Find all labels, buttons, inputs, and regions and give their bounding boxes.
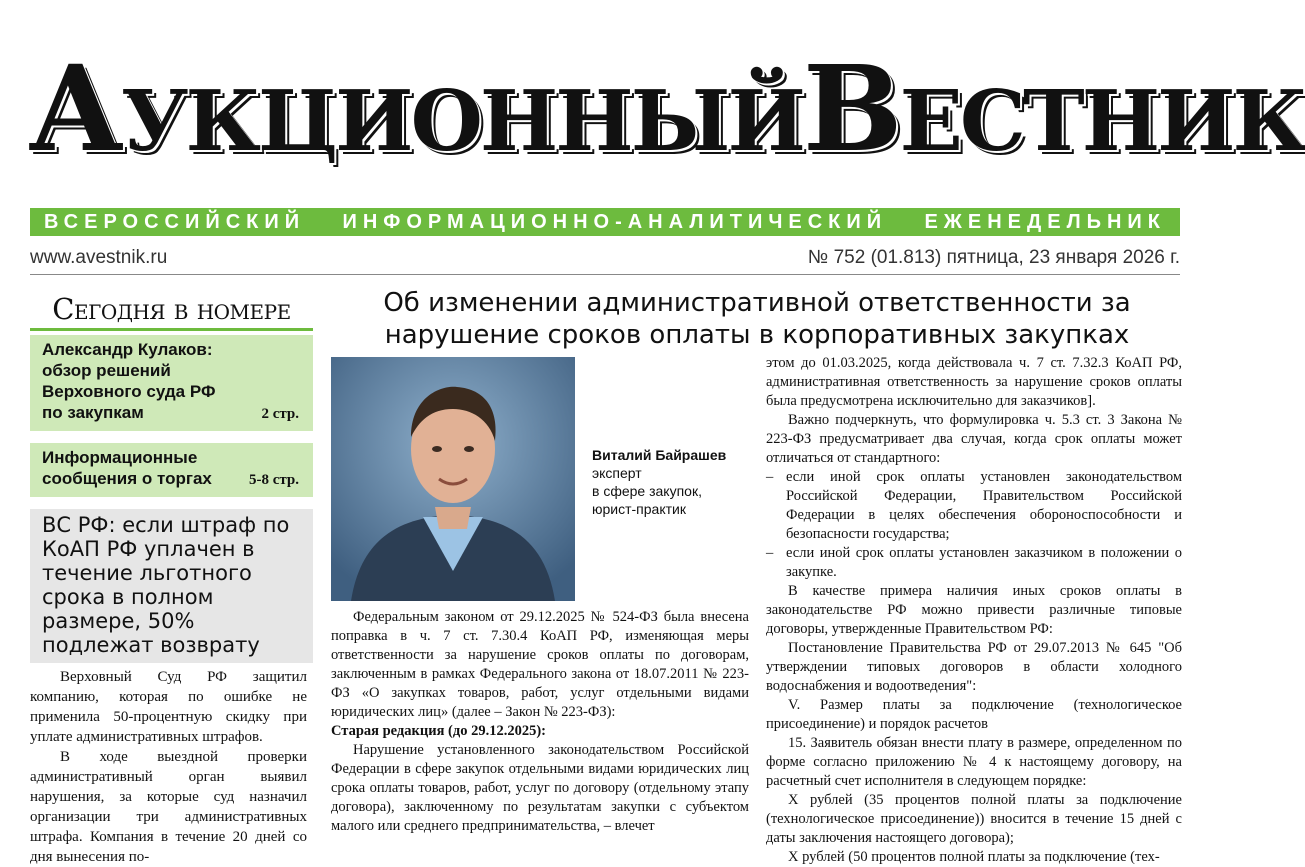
article-paragraph: Федеральным законом от 29.12.2025 № 524-ФЗ была внесена поправка в ч. 7 ст. 7.30.4 КоАП РФ, изменяющая меры ответственности за нарушение сроков оплаты по договорам, заключенным в рамках Федерального закона от 18.07.2011 № 223-ФЗ «О закупках товаров, работ, услуг отдельными видами юридических лиц» (далее – Закон № 223-ФЗ): [331,609,749,720]
author-caption [592,446,752,518]
article-headline: Об изменении административной ответственности за нарушение сроков оплаты в корпоративных закупках [383,288,1131,350]
website-link[interactable]: www.avestnik.ru [30,247,168,268]
article-column-2 [766,354,1182,867]
article-paragraph: Х рублей (50 процентов полной платы за подключение (тех- [788,849,1160,865]
promo-page: 5-8 стр. [248,472,299,488]
article-paragraph: Постановление Правительства РФ от 29.07.2013 № 645 "Об утверждении типовых договоров в области холодного водоснабжения и водоотведения": [766,640,1182,694]
tagline-part-1: ВСЕРОССИЙСКИЙ [44,210,306,233]
author-name: Виталий Байрашев [592,447,727,463]
article-paragraph: V. Размер платы за подключение (технологическое присоединение) и порядок расчетов [766,697,1182,732]
issue-number: № 752 (01.813) пятница, 23 января 2026 г. [807,247,1180,268]
article-paragraph: Нарушение установленного законодательством Российской Федерации в сфере закупок отдельными видами юридических лиц срока оплаты товаров, работ, услуг по договору (отдельному этапу договора), заключенному по результатам закупки с субъектом малого или среднего предпринимательства, – влечет [331,742,749,834]
sidebar [30,292,313,865]
article-column-1 [331,608,749,836]
tagline-part-3: ЕЖЕНЕДЕЛЬНИК [924,210,1166,233]
article-paragraph: этом до 01.03.2025, когда действовала ч. 7 ст. 7.32.3 КоАП РФ, административная ответственность за нарушение сроков оплаты была предусмотрена исключительно для заказчиков]. [766,355,1182,409]
masthead-word-1: Аукционный [28,39,803,178]
masthead-word-2: Вестник [802,39,1305,178]
article-paragraph: Х рублей (35 процентов полной платы за подключение (технологическое присоединение)) вносится в течение 15 дней с даты заключения настоящего договора); [766,792,1182,846]
author-portrait [331,357,575,601]
tagline-part-2: ИНФОРМАЦИОННО-АНАЛИТИЧЕСКИЙ [342,210,888,233]
sidebar-article [30,509,313,865]
portrait-icon [331,357,575,601]
promo-page: 2 стр. [261,406,299,422]
sidebar-article-headline[interactable]: ВС РФ: если штраф по КоАП РФ уплачен в течение льготного срока в полном размере, 50% подлежат возврату [42,513,290,657]
tagline-bar [30,208,1180,236]
sidebar-heading: Сегодня в номере [30,292,313,331]
article-paragraph: В качестве примера наличия иных сроков оплаты в законодательстве РФ можно привести различные типовые договоры, утвержденные Правительством РФ: [766,583,1182,637]
promo-box-2[interactable] [30,443,313,497]
sidebar-paragraph: В ходе выездной проверки административный орган выявил нарушения, за которые суд назначил организации три административных штрафа. Компания в течение 20 дней со дня вынесения по- [30,749,307,865]
promo-box-1[interactable] [30,335,313,431]
promo-title: Александр Кулаков: обзор решений Верховного суда РФ по закупкам [42,340,216,422]
promo-title: Информационные сообщения о торгах [42,448,212,488]
sidebar-paragraph: Верховный Суд РФ защитил компанию, которая по ошибке не применила 50-процентную скидку при уплате административных штрафов. [30,669,307,745]
author-role: эксперт в сфере закупок, юрист-практик [592,465,702,517]
issue-info-line [30,242,1180,275]
article-list-item: – если иной срок оплаты установлен заказчиком в положении о закупке. [766,544,1182,582]
sidebar-article-body [30,663,313,867]
article-list-item: – если иной срок оплаты установлен законодательством Российской Федерации, Правительством Российской Федерации в целях обеспечения обороноспособности и безопасности государства; [766,468,1182,544]
article-paragraph: Важно подчеркнуть, что формулировка ч. 5.3 ст. 3 Закона № 223-ФЗ предусматривает два случая, когда срок оплаты может отличаться от стандартного: [766,412,1182,466]
article-paragraph: 15. Заявитель обязан внести плату в размере, определенном по форме согласно приложению № 4 к настоящему договору, на расчетный счет исполнителя в следующем порядке: [766,735,1182,789]
article-subheading: Старая редакция (до 29.12.2025): [331,723,546,739]
masthead [28,14,1305,204]
